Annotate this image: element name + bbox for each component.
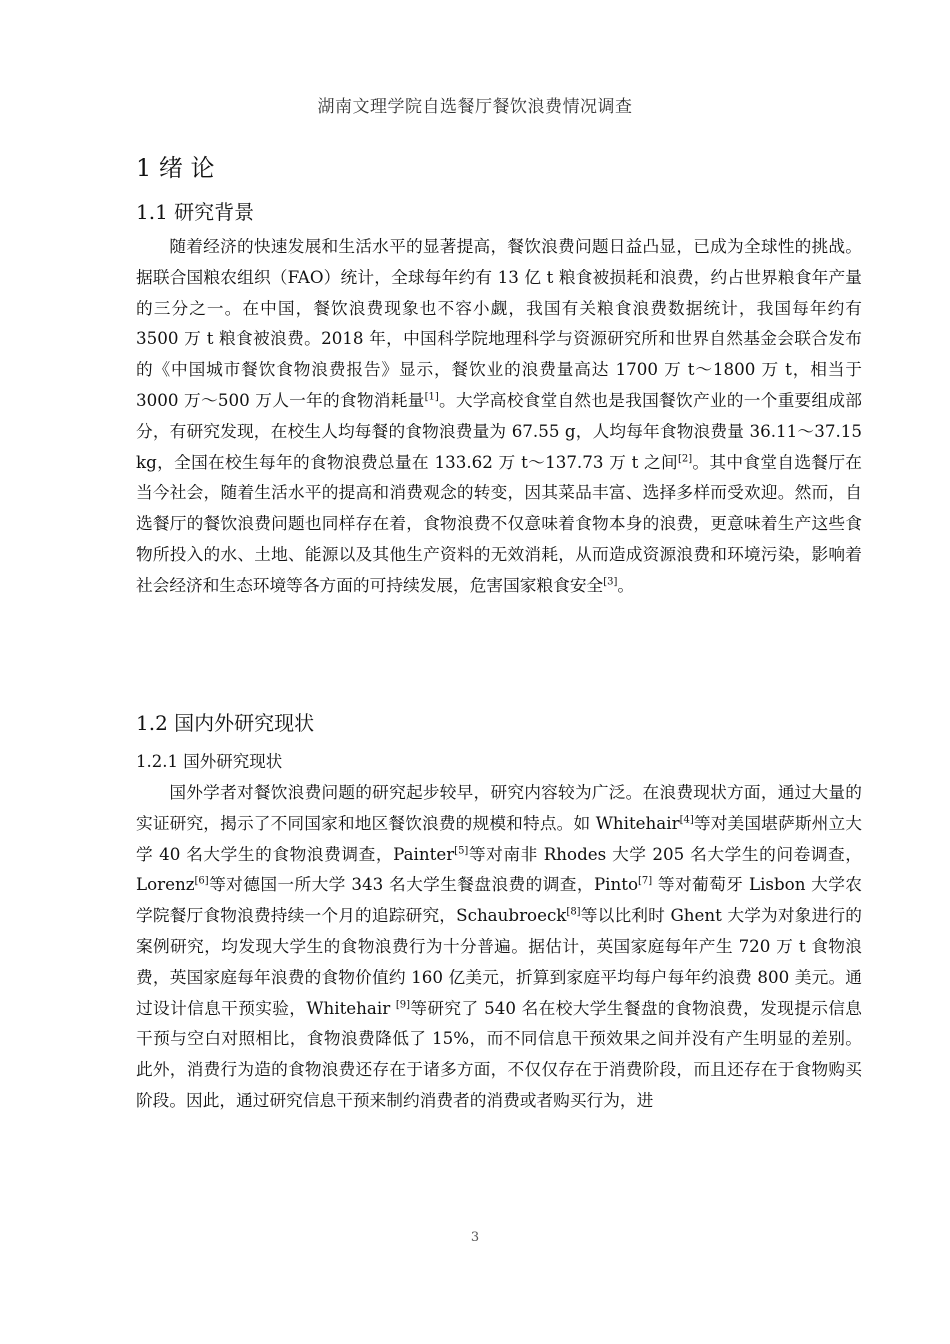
chapter-title: 1 绪 论 [136,154,215,182]
section-heading-1-1: 1.1 研究背景 [136,200,255,224]
paragraph-foreign-research: 国外学者对餐饮浪费问题的研究起步较早，研究内容较为广泛。在浪费现状方面，通过大量的实证研究，揭示了不同国家和地区餐饮浪费的规模和特点。如 Whitehair[4]等对美国堪萨斯州立大学 40 名大学生的食物浪费调查，Painter[5]等对南非 Rhodes 大学 205 名大学生的问卷调查，Lorenz[6]等对德国一所大学 343 名大学生餐盘浪费的调查，Pinto[7] 等对葡萄牙 Lisbon 大学农学院餐厅食物浪费持续一个月的追踪研究，Schaubroeck[8]等以比利时 Ghent 大学为对象进行的案例研究，均发现大学生的食物浪费行为十分普遍。据估计，英国家庭每年产生 720 万 t 食物浪费，英国家庭每年浪费的食物价值约 160 亿美元，折算到家庭平均每户每年约浪费 800 美元。通过设计信息干预实验，Whitehair [9]等研究了 540 名在校大学生餐盘的食物浪费，发现提示信息干预与空白对照相比，食物浪费降低了 15%，而不同信息干预效果之间并没有产生明显的差别。此外，消费行为造的食物浪费还存在于诸多方面，不仅仅存在于消费阶段，而且还存在于食物购买阶段。因此，通过研究信息干预来制约消费者的消费或者购买行为，进 [136,782,862,1110]
paragraph-research-background: 随着经济的快速发展和生活水平的显著提高，餐饮浪费问题日益凸显，已成为全球性的挑战。据联合国粮农组织（FAO）统计，全球每年约有 13 亿 t 粮食被损耗和浪费，约占世界粮食年产量的三分之一。在中国，餐饮浪费现象也不容小觑，我国有关粮食浪费数据统计，我国每年约有 3500 万 t 粮食被浪费。2018 年，中国科学院地理科学与资源研究所和世界自然基金会联合发布的《中国城市餐饮食物浪费报告》显示，餐饮业的浪费量高达 1700 万 t～1800 万 t，相当于 3000 万～500 万人一年的食物消耗量[1]。大学高校食堂自然也是我国餐饮产业的一个重要组成部分，有研究发现，在校生人均每餐的食物浪费量为 67.55 g，人均每年食物浪费量 36.11～37.15 kg，全国在校生每年的食物浪费总量在 133.62 万 t～137.73 万 t 之间[2]。其中食堂自选餐厅在当今社会，随着生活水平的提高和消费观念的转变，因其菜品丰富、选择多样而受欢迎。然而，自选餐厅的餐饮浪费问题也同样存在着，食物浪费不仅意味着食物本身的浪费，更意味着生产这些食物所投入的水、土地、能源以及其他生产资料的无效消耗，从而造成资源浪费和环境污染，影响着社会经济和生态环境等各方面的可持续发展，危害国家粮食安全[3]。 [136,236,862,595]
citation-1: [1] [424,391,439,403]
citation-6: [6] [194,875,209,887]
citation-5: [5] [454,845,469,857]
section-heading-1-2: 1.2 国内外研究现状 [136,711,315,735]
running-header: 湖南文理学院自选餐厅餐饮浪费情况调查 [317,97,633,117]
page-number: 3 [470,1230,480,1245]
subsection-heading-1-2-1: 1.2.1 国外研究现状 [136,752,283,771]
citation-4: [4] [679,814,694,826]
citation-8: [8] [566,906,581,918]
citation-2: [2] [677,453,693,465]
citation-7: [7] [638,875,653,887]
citation-9: [9] [395,999,410,1011]
citation-3: [3] [603,576,618,588]
